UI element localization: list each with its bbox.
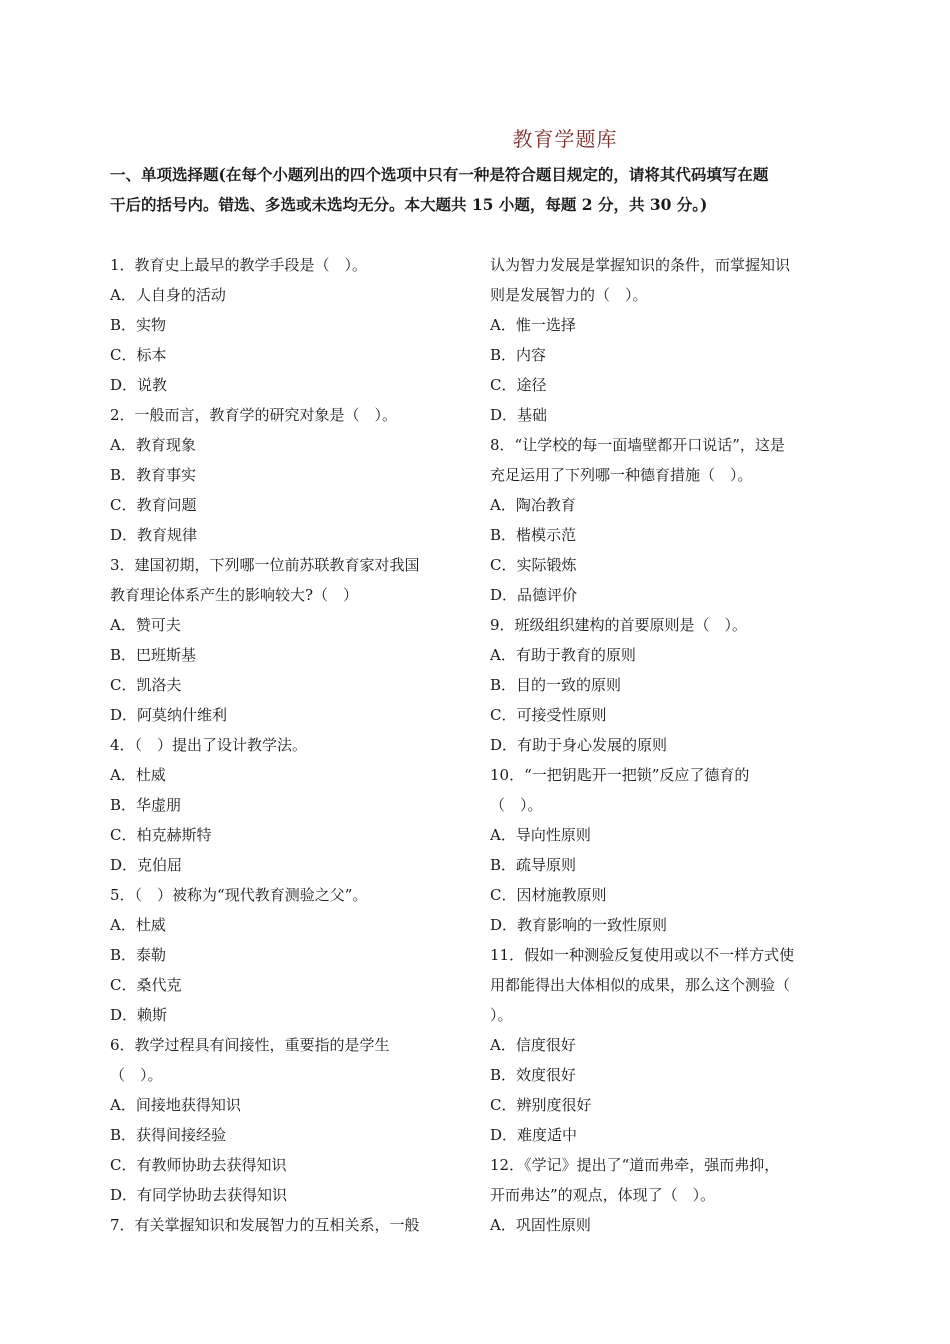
question-line: A．惟一选择 xyxy=(490,316,576,334)
question-line: A．信度很好 xyxy=(490,1036,576,1054)
page-title: 教育学题库 xyxy=(512,127,618,151)
question-line: 12．《学记》提出了“道而弗牵，强而弗抑， xyxy=(490,1156,780,1174)
instruction-line: 干后的括号内。错选、多选或未选均无分。本大题共 15 小题，每题 2 分，共 30 分。) xyxy=(110,195,708,214)
question-line: 教育理论体系产生的影响较大?（ ） xyxy=(110,586,359,604)
question-line: C．柏克赫斯特 xyxy=(110,826,212,844)
question-line: C．凯洛夫 xyxy=(110,676,182,694)
question-line: 用都能得出大体相似的成果，那么这个测验（ xyxy=(490,976,791,994)
question-line: A．教育现象 xyxy=(110,436,196,454)
question-line: 开而弗达”的观点，体现了（ ）。 xyxy=(490,1186,716,1204)
question-line: 3．建国初期，下列哪一位前苏联教育家对我国 xyxy=(110,556,420,574)
question-line: A．有助于教育的原则 xyxy=(490,646,636,664)
question-line: B．内容 xyxy=(490,346,547,364)
question-line: C．因材施教原则 xyxy=(490,886,607,904)
instruction-line: 一、单项选择题(在每个小题列出的四个选项中只有一种是符合题目规定的，请将其代码填写在题 xyxy=(110,165,769,184)
question-line: 2．一般而言，教育学的研究对象是（ ）。 xyxy=(110,406,398,424)
question-line: C．有教师协助去获得知识 xyxy=(110,1156,287,1174)
question-line: 则是发展智力的（ ）。 xyxy=(490,286,648,304)
question-line: ）。 xyxy=(490,1006,513,1024)
right-column xyxy=(490,250,842,1240)
question-line: B．获得间接经验 xyxy=(110,1126,227,1144)
question-line: A．导向性原则 xyxy=(490,826,591,844)
question-line: B．教育事实 xyxy=(110,466,197,484)
question-line: 9．班级组织建构的首要原则是（ ）。 xyxy=(490,616,748,634)
question-line: B．楷模示范 xyxy=(490,526,577,544)
question-line: B．疏导原则 xyxy=(490,856,577,874)
question-line: D．品德评价 xyxy=(490,586,578,604)
question-line: （ ）。 xyxy=(490,796,543,814)
question-line: A．杜威 xyxy=(110,916,166,934)
question-line: A．杜威 xyxy=(110,766,166,784)
question-line: C．辨别度很好 xyxy=(490,1096,592,1114)
question-line: D．有助于身心发展的原则 xyxy=(490,736,668,754)
question-line: B．实物 xyxy=(110,316,167,334)
question-line: C．教育问题 xyxy=(110,496,197,514)
question-line: A．巩固性原则 xyxy=(490,1216,591,1234)
question-line: 5．（ ）被称为“现代教育测验之父”。 xyxy=(110,886,368,904)
question-line: 8．“让学校的每一面墙壁都开口说话”，这是 xyxy=(490,436,785,454)
section-instructions xyxy=(110,160,845,220)
question-line: C．实际锻炼 xyxy=(490,556,577,574)
question-line: B．目的一致的原则 xyxy=(490,676,622,694)
question-line: B．华虚朋 xyxy=(110,796,182,814)
question-line: B．巴班斯基 xyxy=(110,646,197,664)
question-line: （ ）。 xyxy=(110,1066,163,1084)
question-line: 4．（ ）提出了设计教学法。 xyxy=(110,736,308,754)
question-line: D．教育影响的一致性原则 xyxy=(490,916,668,934)
question-line: D．有同学协助去获得知识 xyxy=(110,1186,288,1204)
question-line: 10．“一把钥匙开一把锁”反应了德育的 xyxy=(490,766,750,784)
question-line: D．基础 xyxy=(490,406,548,424)
question-line: 6．教学过程具有间接性，重要指的是学生 xyxy=(110,1036,390,1054)
question-line: C．桑代克 xyxy=(110,976,182,994)
question-line: C．标本 xyxy=(110,346,167,364)
question-line: 充足运用了下列哪一种德育措施（ ）。 xyxy=(490,466,753,484)
question-line: D．难度适中 xyxy=(490,1126,578,1144)
question-line: B．效度很好 xyxy=(490,1066,577,1084)
question-line: A．人自身的活动 xyxy=(110,286,226,304)
question-line: 7．有关掌握知识和发展智力的互相关系，一般 xyxy=(110,1216,420,1234)
question-line: D．克伯屈 xyxy=(110,856,183,874)
left-column xyxy=(110,250,462,1240)
question-line: A．间接地获得知识 xyxy=(110,1096,241,1114)
question-line: D．赖斯 xyxy=(110,1006,168,1024)
question-line: D．阿莫纳什维利 xyxy=(110,706,228,724)
question-line: A．陶冶教育 xyxy=(490,496,576,514)
question-line: 1．教育史上最早的教学手段是（ ）。 xyxy=(110,256,368,274)
question-line: A．赞可夫 xyxy=(110,616,181,634)
question-line: D．说教 xyxy=(110,376,168,394)
question-line: C．途径 xyxy=(490,376,547,394)
question-line: C．可接受性原则 xyxy=(490,706,607,724)
question-line: D．教育规律 xyxy=(110,526,198,544)
question-line: B．泰勒 xyxy=(110,946,167,964)
question-line: 11．假如一种测验反复使用或以不一样方式使 xyxy=(490,946,795,964)
question-line: 认为智力发展是掌握知识的条件，而掌握知识 xyxy=(490,256,791,274)
